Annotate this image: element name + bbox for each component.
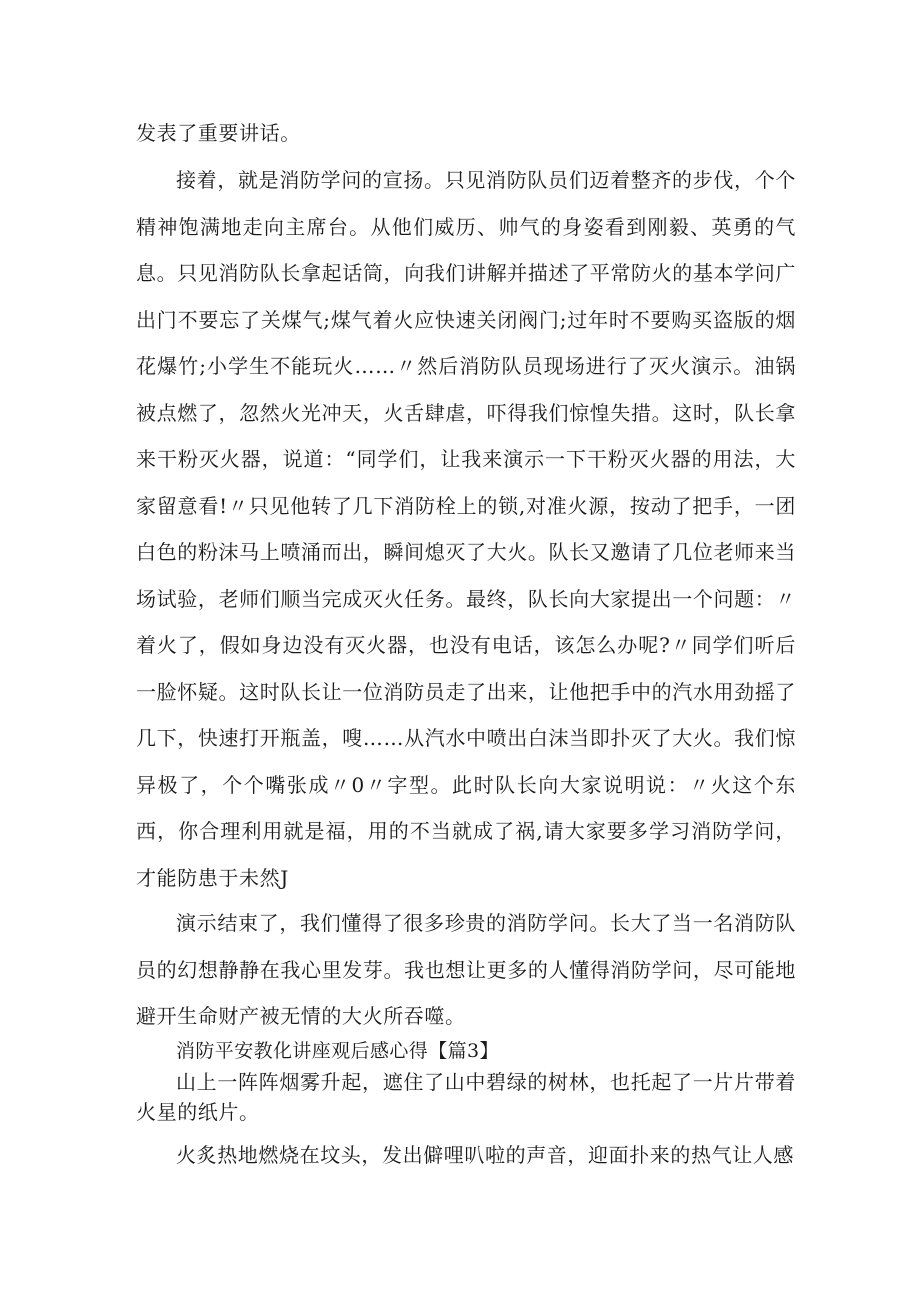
- section-heading: 消防平安教化讲座观后感心得【篇3】: [176, 1040, 499, 1062]
- section-paragraph-smoke: 山上一阵阵烟雾升起，遮住了山中碧绿的树林，也托起了一片片带着火星的纸片。: [136, 1070, 796, 1124]
- paragraph-continuation: 发表了重要讲话。: [136, 121, 301, 145]
- paragraph-conclusion: 演示结束了，我们懂得了很多珍贵的消防学问。长大了当一名消防队员的幻想静静在我心里发芽。我也想让更多的人懂得消防学问，尽可能地避开生命财产被无情的大火所吞噬。: [136, 911, 796, 1028]
- paragraph-fire-safety-demo: 接着，就是消防学问的宣扬。只见消防队员们迈着整齐的步伐，个个精神饱满地走向主席台。从他们威历、帅气的身姿看到刚毅、英勇的气息。只见消防队长拿起话筒，向我们讲解并描述了平常防火的基本学问广出门不要忘了关煤气;煤气着火应快速关闭阀门;过年时不要购买盗版的烟花爆竹;小学生不能玩火……〃然后消防队员现场进行了灭火演示。油锅被点燃了，忽然火光冲天，火舌肆虐，吓得我们惊惶失措。这时，队长拿来干粉灭火器，说道：“同学们，让我来演示一下干粉灭火器的用法，大家留意看!〃只见他转了几下消防栓上的锁,对准火源，按动了把手，一团白色的粉沫马上喷涌而出，瞬间熄灭了大火。队长又邀请了几位老师来当场试验，老师们顺当完成灭火任务。最终，队长向大家提出一个问题：〃着火了，假如身边没有灭火器，也没有电话，该怎么办呢?〃同学们听后一脸怀疑。这时队长让一位消防员走了出来，让他把手中的汽水用劲摇了几下，快速打开瓶盖，嗖……从汽水中喷出白沫当即扑灭了大火。我们惊异极了，个个嘴张成〃0〃字型。此时队长向大家说明说：〃火这个东西，你合理利用就是福，用的不当就成了祸,请大家要多学习消防学问，才能防患于未然J: [136, 168, 796, 890]
- section-paragraph-fire: 火炙热地燃烧在坟头，发出僻哩叭啦的声音，迎面扑来的热气让人感: [176, 1143, 794, 1167]
